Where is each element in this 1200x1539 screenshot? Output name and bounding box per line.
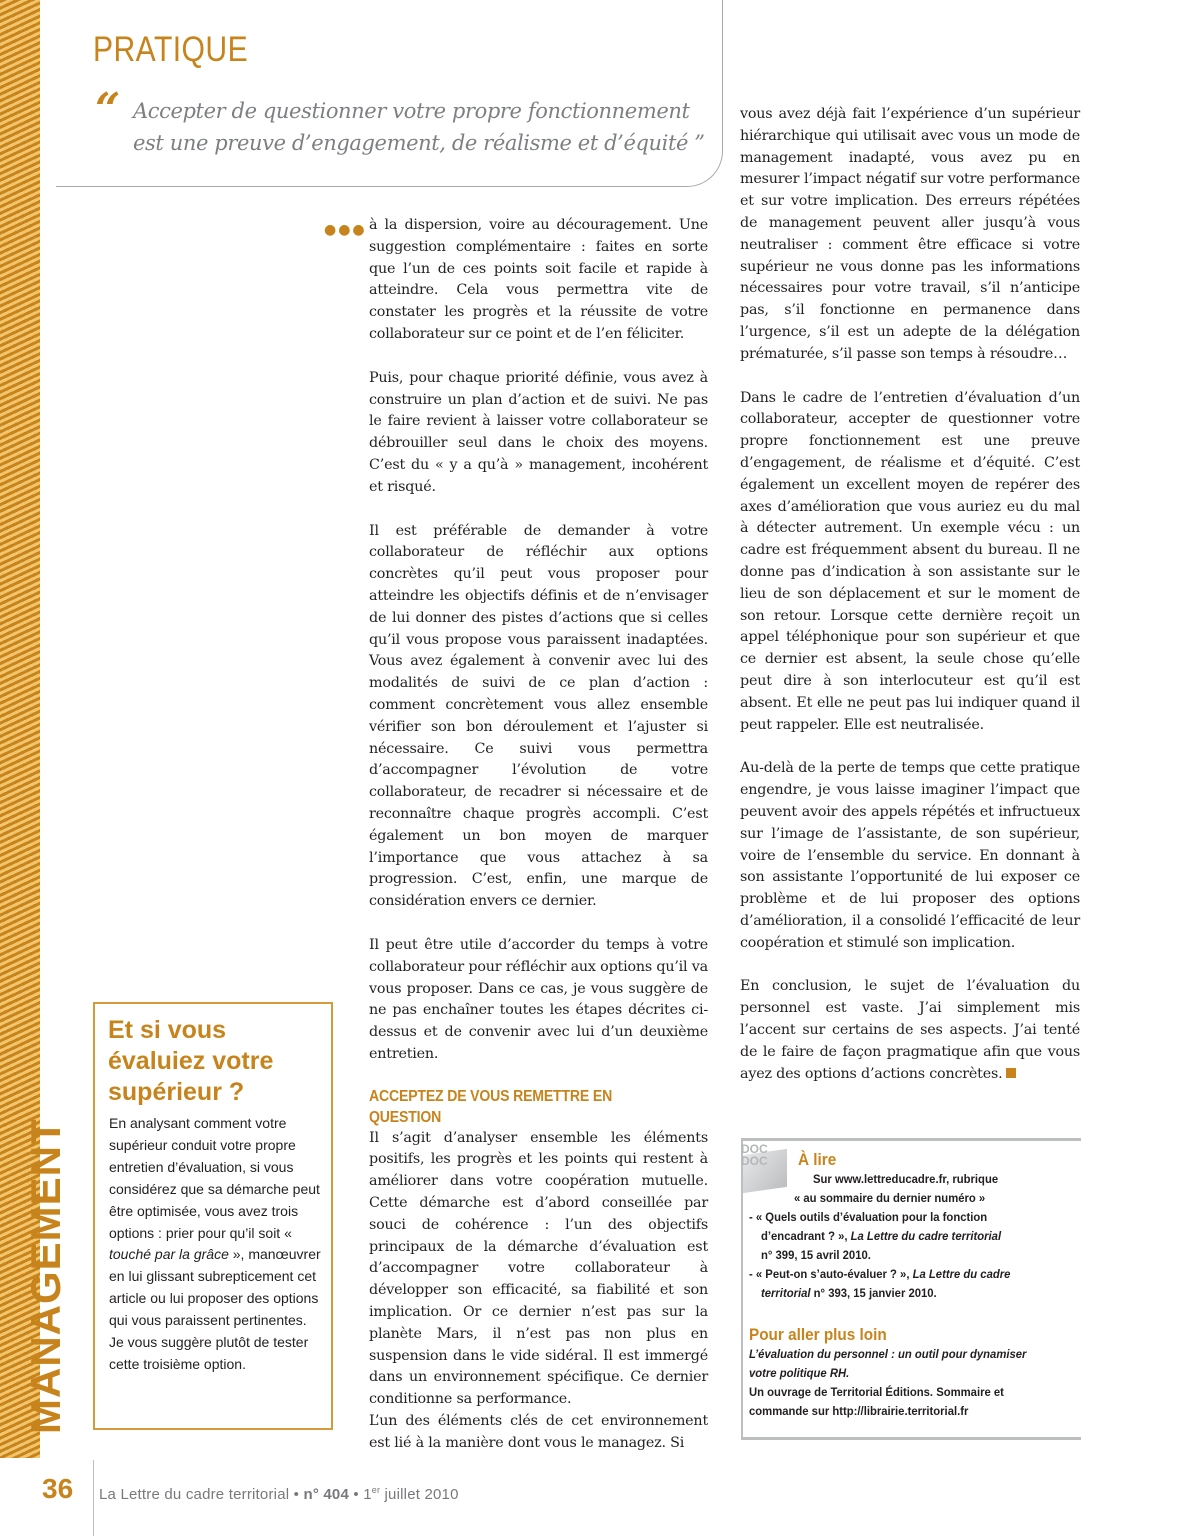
reference-text: - « Peut-on s’auto-évaluer ? », (749, 1267, 913, 1281)
separator: • (349, 1486, 364, 1503)
end-mark-icon (1006, 1068, 1016, 1078)
continuation-bullets: ●●● (324, 222, 367, 238)
pullquote: Accepter de questionner votre propre fonctionnement est une preuve d’engagement, de réalisme et d’équité ” (133, 99, 705, 155)
book-description: Un ouvrage de Territorial Éditions. Sommaire et (749, 1385, 1004, 1399)
reference-text: d’encadrant ? », (761, 1229, 851, 1243)
page-number: 36 (42, 1473, 74, 1504)
issue-day-suffix: er (371, 1485, 381, 1495)
sidebar-body (109, 1113, 321, 1376)
issue-day: 1 (363, 1486, 372, 1503)
book-title: votre politique RH. (749, 1366, 850, 1380)
doc-badge-text: DOC (741, 1154, 768, 1168)
refs-bottom-rule (741, 1437, 1081, 1440)
book-description: commande sur http://librairie.territorial.fr (749, 1404, 969, 1418)
paragraph: Il peut être utile d’accorder du temps à votre collaborateur pour réfléchir aux options qu’il va vous proposer. Dans ce cas, je vous suggère de ne pas enchaîner toutes les étapes décrites ci-dessus et de convenir avec lui d’un deuxième entretien. (369, 936, 708, 1062)
subheading: ACCEPTEZ DE VOUS REMETTRE EN QUESTION (369, 1087, 613, 1126)
conclusion-text: En conclusion, le sujet de l’évaluation du personnel est vaste. J’ai simplement mis l’accent sur certains de ses aspects. J’ai tenté de le faire de façon pragmatique afin que vous ayez des options d’actions concrètes. (740, 978, 1080, 1082)
journal-title: territorial (761, 1286, 811, 1300)
section-title: PRATIQUE (93, 30, 249, 69)
paragraph: Il s’agit d’analyser ensemble les éléments positifs, les progrès et les points qui restent à améliorer dans votre coopération mutuelle. Cette démarche est d’abord conseillée par souci de cohérence : l’un des objectifs principaux de la démarche d’évaluation est d’accompagner votre collaborateur à développer son efficacité, sa fiabilité et son implication. Or ce dernier n’est pas sur la planète Mars, il n’est pas non plus en suspension dans le vide sidéral. Il est immergé dans un environnement spécifique. Ce dernier conditionne sa performance. (369, 1129, 708, 1408)
doc-badge-text: DOC (741, 1142, 768, 1156)
journal-title: La Lettre du cadre territorial (850, 1229, 1002, 1243)
reference-item (749, 1265, 1061, 1284)
a-lire-title: À lire (798, 1150, 837, 1169)
plus-loin-title: Pour aller plus loin (749, 1325, 887, 1344)
paragraph: L’un des éléments clés de cet environnement est lié à la manière dont vous le managez. Si (369, 1413, 708, 1451)
reference-item (761, 1227, 1062, 1246)
paragraph: Il est préférable de demander à votre collaborateur de réfléchir aux options concrètes qu’il peut vous proposer pour atteindre les objectifs définis et de n’envisager de lui donner des pistes d’actions que si celles qu’il vous propose vous paraissent inadaptées. Vous avez également à convenir avec lui des modalités de suivi de ce plan d’action : comment concrètement vous allez ensemble vérifier son bon déroulement et l’ajuster si nécessaire. Ce suivi vous permettra d’accompagner l’évolution de votre collaborateur, de recadrer si nécessaire et de reconnaître chaque progrès accompli. C’est également un bon moyen de marquer l’importance que vous attachez à sa progression. C’est, enfin, une marque de considération envers ce dernier. (369, 522, 708, 910)
issue-month-year: juillet 2010 (380, 1486, 459, 1503)
paragraph: à la dispersion, voire au découragement. Une suggestion complémentaire : faites en sorte que l’un de ces points soit facile et rapide à atteindre. Cela vous permettra vite de constater les progrès et la réussite de votre collaborateur sur ce point et de l’en féliciter. (369, 217, 708, 342)
middle-column (369, 215, 708, 1455)
quote-mark-icon: “ (95, 84, 121, 135)
paragraph (740, 976, 1080, 1085)
paragraph: Puis, pour chaque priorité définie, vous avez à construire un plan d’action et de suivi. Ne pas le faire revient à laisser votre collaborateur se débrouiller seul dans le choix des moyens. C’est du « y a qu’à » management, incohérent et risqué. (369, 369, 708, 495)
sidebar-text: », manœuvrer en lui glissant subrepticement cet article ou lui proposer des options qui vous paraissent pertinentes. Je vous suggère plutôt de tester cette troisième option. (109, 1246, 321, 1372)
right-column (740, 104, 1080, 1107)
reference-intro: « au sommaire du dernier numéro » (794, 1191, 986, 1205)
issue-number: n° 404 (303, 1486, 350, 1503)
reference-intro: Sur www.lettreducadre.fr, rubrique (813, 1172, 999, 1186)
rubric-label: MANAGEMENT (22, 1118, 69, 1434)
footer-divider (93, 1460, 94, 1536)
publication-name: La Lettre du cadre territorial (99, 1486, 290, 1503)
reference-item: n° 399, 15 avril 2010. (761, 1248, 871, 1262)
sidebar-title: Et si vous évaluiez votre supérieur ? (108, 1016, 274, 1106)
footer-publication (99, 1485, 459, 1503)
reference-item (761, 1284, 1062, 1303)
reference-text: n° 393, 15 janvier 2010. (810, 1286, 937, 1300)
journal-title: La Lettre du cadre (912, 1267, 1011, 1281)
references-box (749, 1150, 1081, 1421)
sidebar-text: En analysant comment votre supérieur conduit votre propre entretien d’évaluation, si vous considérez que sa démarche peut être optimisée, vous avez trois options : prier pour qu’il soit « (109, 1115, 320, 1241)
sidebar-italic-text: touché par la grâce (109, 1246, 229, 1263)
separator: • (289, 1486, 304, 1503)
paragraph: vous avez déjà fait l’expérience d’un supérieur hiérarchique qui utilisait avec vous un mode de management inadapté, vous avez pu en mesurer l’impact négatif sur votre performance et sur votre implication. Des erreurs répétées de management peuvent aller jusqu’à vous neutraliser : comment être efficace si votre supérieur ne vous donne pas les informations nécessaires pour votre travail, s’il n’anticipe pas, s’il fonctionne en permanence dans l’urgence, s’il est un adepte de la délégation prématurée, s’il passe son temps à résoudre… (740, 106, 1080, 362)
reference-item: - « Quels outils d’évaluation pour la fonction (749, 1210, 988, 1224)
book-title: L’évaluation du personnel : un outil pour dynamiser (749, 1347, 1027, 1361)
paragraph: Dans le cadre de l’entretien d’évaluation d’un collaborateur, accepter de questionner votre propre fonctionnement est une preuve d’engagement, de réalisme et d’équité. C’est également un excellent moyen de repérer des axes d’amélioration que vous auriez eu du mal à détecter autrement. Un exemple vécu : un cadre est fréquemment absent du bureau. Il ne donne pas d’indication à son assistante sur le lieu de son déplacement et sur le moment de son retour. Lorsque cette dernière reçoit un appel téléphonique pour son supérieur et que ce dernier est absent, la seule chose qu’elle peut dire à son interlocuteur est qu’il est absent. Et elle ne peut pas lui indiquer quand il peut rappeler. Elle est neutralisée. (740, 389, 1080, 733)
paragraph: Au-delà de la perte de temps que cette pratique engendre, je vous laisse imaginer l’impact que peuvent avoir des appels répétés et infructueux sur l’image de l’assistante, de son supérieur, voire de l’ensemble du service. En donnant à son assistante l’opportunité de lui exposer ce problème et de lui proposer des options d’amélioration, il a consolidé l’efficacité de leur coopération et stimulé son implication. (740, 760, 1080, 951)
